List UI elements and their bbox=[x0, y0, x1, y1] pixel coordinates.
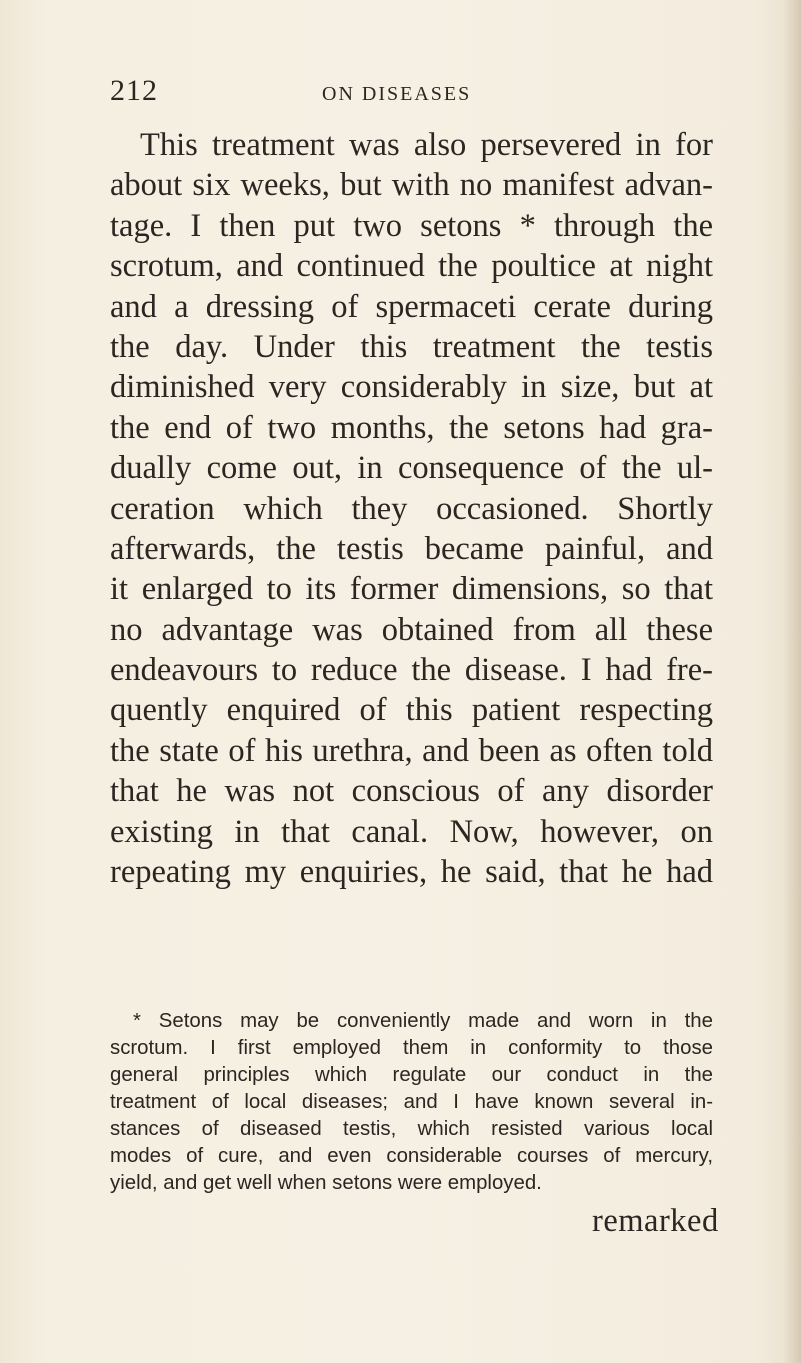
text-line: endeavours to reduce the disease. I had fre- bbox=[110, 652, 713, 689]
footnote-line: scrotum. I first employed them in conformity to those bbox=[110, 1037, 713, 1059]
text-line: diminished very considerably in size, but at bbox=[110, 369, 713, 406]
footnote-line: stances of diseased testis, which resisted various local bbox=[110, 1118, 713, 1140]
text-line: afterwards, the testis became painful, and bbox=[110, 530, 713, 567]
text-line: that he was not conscious of any disorder bbox=[110, 773, 713, 810]
text-line: scrotum, and continued the poultice at night bbox=[110, 248, 713, 285]
running-head: ON DISEASES bbox=[322, 83, 472, 105]
footnote-line: treatment of local diseases; and I have known several in- bbox=[110, 1091, 713, 1113]
text-line: it enlarged to its former dimensions, so that bbox=[110, 571, 713, 608]
text-line: no advantage was obtained from all these bbox=[110, 611, 713, 648]
footnote bbox=[110, 1008, 713, 1197]
page-header bbox=[110, 74, 710, 114]
text-line: the state of his urethra, and been as often told bbox=[110, 732, 713, 769]
footnote-line: yield, and get well when setons were employed. bbox=[110, 1172, 542, 1194]
text-line: existing in that canal. Now, however, on bbox=[110, 813, 713, 850]
text-line: about six weeks, but with no manifest advan- bbox=[110, 167, 713, 204]
page-number: 212 bbox=[110, 74, 158, 107]
text-line: dually come out, in consequence of the ul- bbox=[110, 450, 713, 487]
page-edge-shadow bbox=[783, 0, 801, 1363]
body-text bbox=[110, 125, 713, 892]
catchword: remarked bbox=[592, 1203, 719, 1239]
footnote-line: * Setons may be conveniently made and worn in the bbox=[133, 1010, 713, 1032]
text-line: the day. Under this treatment the testis bbox=[110, 328, 713, 365]
footnote-line: modes of cure, and even considerable courses of mercury, bbox=[110, 1145, 713, 1167]
text-line: repeating my enquiries, he said, that he had bbox=[110, 854, 713, 891]
text-line: and a dressing of spermaceti cerate during bbox=[110, 288, 713, 325]
text-line: quently enquired of this patient respecting bbox=[110, 692, 713, 729]
text-line: tage. I then put two setons * through the bbox=[110, 207, 713, 244]
text-line: ceration which they occasioned. Shortly bbox=[110, 490, 713, 527]
footnote-line: general principles which regulate our conduct in the bbox=[110, 1064, 713, 1086]
text-line: This treatment was also persevered in for bbox=[140, 127, 713, 163]
text-line: the end of two months, the setons had gra- bbox=[110, 409, 713, 446]
